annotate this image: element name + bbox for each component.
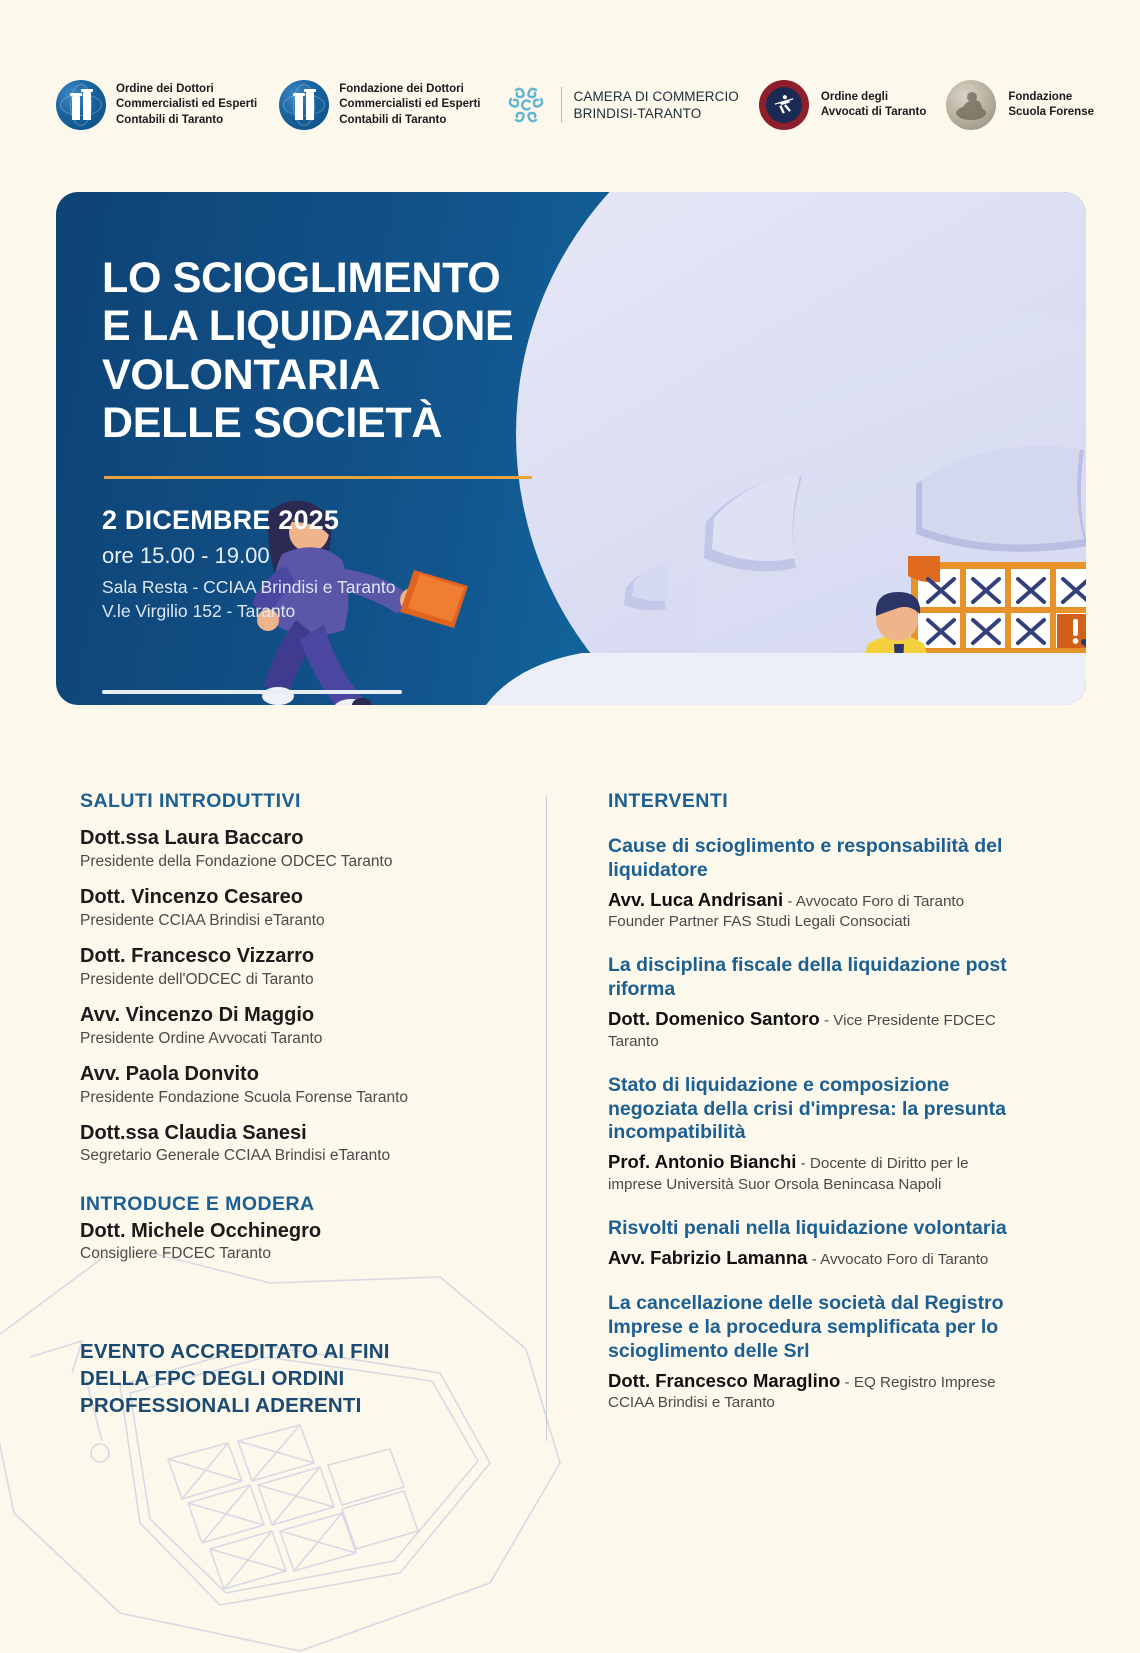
- hero-content: [102, 254, 532, 624]
- logo-scuola-forense-label: Fondazione Scuola Forense: [1008, 90, 1094, 118]
- logo-fondazione-odcec-label: Fondazione dei Dottori Commercialisti ed Esperti Contabili di Taranto: [339, 83, 481, 126]
- talk-item: [608, 1074, 1020, 1195]
- person-role: Presidente dell'ODCEC di Taranto: [80, 970, 314, 988]
- interventions-heading: INTERVENTI: [608, 790, 729, 812]
- talk-speaker-name: Prof. Antonio Bianchi: [608, 1151, 797, 1173]
- logo-ordine-avvocati-taranto: [759, 80, 926, 130]
- partner-logo-bar: [56, 74, 1094, 136]
- moderator-role: Consigliere FDCEC Taranto: [80, 1245, 271, 1263]
- event-venue: Sala Resta - CCIAA Brindisi e Taranto V.le Virgilio 152 - Taranto: [102, 576, 396, 622]
- greeting-person: [80, 1003, 520, 1049]
- logo-odcec-taranto: [56, 80, 257, 130]
- moderator-block: [80, 1193, 520, 1265]
- logo-ordine-avvocati-label: Ordine degli Avvocati di Taranto: [820, 90, 927, 118]
- logo-camera-di-commercio-label: CAMERA DI COMMERCIO BRINDISI-TARANTO: [573, 88, 739, 121]
- talk-speaker: [608, 1369, 1020, 1414]
- talk-item: [608, 1292, 1020, 1413]
- talk-speaker: [608, 888, 1020, 933]
- person-role: Presidente della Fondazione ODCEC Taranto: [80, 852, 393, 870]
- talk-speaker-name: Avv. Fabrizio Lamanna: [608, 1246, 808, 1268]
- logo-camera-di-commercio: [503, 82, 739, 128]
- person-name: Dott. Francesco Vizzarro: [80, 944, 315, 967]
- greeting-person: [80, 1062, 520, 1108]
- person-name: Avv. Paola Donvito: [80, 1062, 259, 1085]
- person-role: Presidente Fondazione Scuola Forense Taranto: [80, 1088, 409, 1106]
- scuola-forense-medal-icon: [946, 80, 996, 130]
- talk-speaker-name: Dott. Domenico Santoro: [608, 1007, 820, 1029]
- talk-speaker-role: - Avvocato Foro di Taranto Founder Partner FAS Studi Legali Consociati: [608, 892, 965, 931]
- cciaa-swirl-icon: [503, 82, 549, 128]
- hero-banner: [56, 192, 1086, 705]
- person-role: Presidente CCIAA Brindisi eTaranto: [80, 911, 325, 929]
- person-name: Dott. Vincenzo Cesareo: [80, 885, 304, 908]
- logo-fondazione-odcec-taranto: [279, 80, 480, 130]
- talk-item: [608, 954, 1020, 1051]
- event-time: ore 15.00 - 19.00: [102, 542, 270, 568]
- talk-title: Stato di liquidazione e composizione negoziata della crisi d'impresa: la presunta incompatibilità: [608, 1073, 1007, 1144]
- greeting-person: [80, 944, 520, 990]
- talk-title: Cause di scioglimento e responsabilità del liquidatore: [608, 835, 1003, 881]
- columns-globe-icon: [56, 80, 106, 130]
- greetings-column: [80, 790, 520, 1265]
- person-name: Avv. Vincenzo Di Maggio: [80, 1003, 315, 1026]
- talk-speaker-role: - EQ Registro Imprese CCIAA Brindisi e Taranto: [608, 1373, 996, 1412]
- event-date: 2 DICEMBRE 2025: [102, 504, 340, 535]
- accreditation-note: EVENTO ACCREDITATO AI FINI DELLA FPC DEGLI ORDINI PROFESSIONALI ADERENTI: [80, 1340, 390, 1418]
- greeting-person: [80, 826, 520, 872]
- column-divider: [546, 796, 547, 1441]
- greeting-person: [80, 885, 520, 931]
- talk-speaker-role: - Avvocato Foro di Taranto: [807, 1250, 989, 1268]
- talk-speaker-role: - Vice Presidente FDCEC Taranto: [608, 1011, 996, 1050]
- logo-odcec-taranto-label: Ordine dei Dottori Commercialisti ed Esperti Contabili di Taranto: [116, 83, 258, 126]
- talk-speaker-role: - Docente di Diritto per le imprese Università Suor Orsola Benincasa Napoli: [608, 1155, 969, 1193]
- talk-item: [608, 835, 1020, 932]
- moderator-name: Dott. Michele Occhinegro: [80, 1219, 322, 1242]
- page-title: LO SCIOGLIMENTO E LA LIQUIDAZIONE VOLONTARIA DELLE SOCIETÀ: [102, 254, 514, 448]
- person-role: Presidente Ordine Avvocati Taranto: [80, 1029, 323, 1047]
- greetings-heading: SALUTI INTRODUTTIVI: [80, 790, 301, 812]
- avvocati-seal-icon: [759, 80, 809, 130]
- logo-divider: [561, 87, 562, 123]
- talk-item: [608, 1217, 1020, 1270]
- person-name: Dott.ssa Claudia Sanesi: [80, 1121, 307, 1144]
- moderator-heading: INTRODUCE E MODERA: [80, 1192, 315, 1215]
- talk-title: La cancellazione delle società dal Registro Imprese e la procedura semplificata per lo scioglimento delle Srl: [608, 1292, 1004, 1362]
- interventions-column: [608, 790, 1020, 1413]
- columns-globe-icon: [279, 80, 329, 130]
- person-role: Segretario Generale CCIAA Brindisi eTaranto: [80, 1147, 391, 1165]
- talk-title: Risvolti penali nella liquidazione volontaria: [608, 1216, 1007, 1239]
- talk-title: La disciplina fiscale della liquidazione post riforma: [608, 954, 1007, 1001]
- talk-speaker: [608, 1150, 1020, 1195]
- talk-speaker-name: Avv. Luca Andrisani: [608, 888, 784, 910]
- greeting-person: [80, 1121, 520, 1167]
- talk-speaker-name: Dott. Francesco Maraglino: [608, 1369, 841, 1391]
- calendar-wireframe-decoration: [0, 1253, 590, 1653]
- talk-speaker: [608, 1246, 1020, 1271]
- logo-fondazione-scuola-forense: [946, 80, 1094, 130]
- title-underline-rule: [104, 476, 532, 479]
- person-name: Dott.ssa Laura Baccaro: [80, 827, 304, 849]
- talk-speaker: [608, 1007, 1020, 1052]
